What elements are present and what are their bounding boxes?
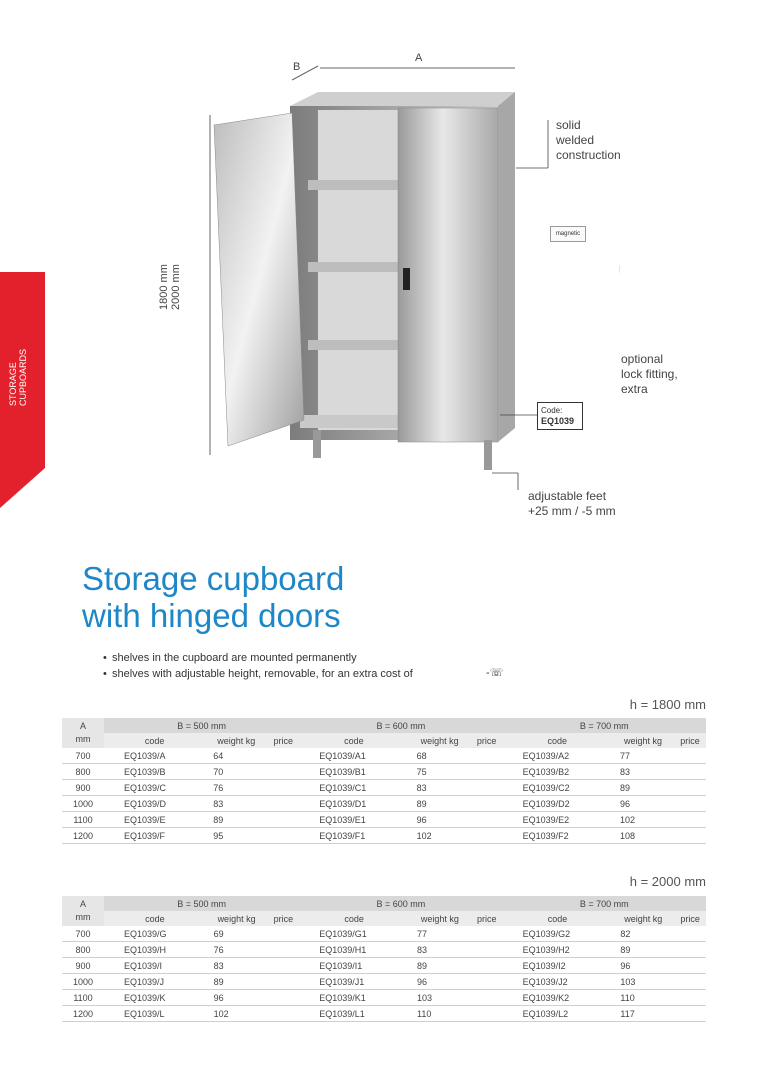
- code-cell: EQ1039/C: [104, 780, 205, 796]
- price-cell: [674, 990, 706, 1006]
- col-header: code: [503, 733, 612, 748]
- col-header: code: [299, 911, 409, 926]
- weight-cell: 89: [612, 780, 674, 796]
- weight-cell: 70: [205, 764, 267, 780]
- dimension-a-label: A: [415, 52, 423, 64]
- price-cell: [267, 764, 299, 780]
- price-cell: [471, 796, 503, 812]
- group-header: B = 500 mm: [104, 896, 299, 911]
- weight-cell: 102: [612, 812, 674, 828]
- weight-cell: 95: [205, 828, 267, 844]
- code-cell: EQ1039/K: [104, 990, 206, 1006]
- weight-cell: 102: [409, 828, 471, 844]
- weight-cell: 69: [206, 926, 268, 942]
- col-header: price: [268, 911, 300, 926]
- price-cell: [471, 780, 503, 796]
- price-cell: [674, 974, 706, 990]
- code-cell: EQ1039/A2: [503, 748, 612, 764]
- cupboard-illustration: [150, 40, 620, 530]
- a-value: 700: [62, 748, 104, 764]
- price-cell: [471, 974, 503, 990]
- price-cell: [471, 1006, 503, 1022]
- weight-cell: 83: [205, 796, 267, 812]
- price-cell: [471, 748, 503, 764]
- code-cell: EQ1039/K1: [299, 990, 409, 1006]
- col-header: code: [104, 911, 206, 926]
- col-header: weight kg: [612, 911, 674, 926]
- weight-cell: 89: [205, 812, 267, 828]
- col-header: weight kg: [612, 733, 674, 748]
- col-header: code: [104, 733, 205, 748]
- table-row: [62, 812, 706, 828]
- price-cell: [674, 764, 706, 780]
- price-cell: [674, 828, 706, 844]
- weight-cell: 77: [612, 748, 674, 764]
- weight-cell: 96: [409, 974, 471, 990]
- a-value: 900: [62, 958, 104, 974]
- weight-cell: 89: [612, 942, 674, 958]
- a-value: 1100: [62, 812, 104, 828]
- magnetic-badge: magnetic: [550, 226, 586, 242]
- weight-cell: 64: [205, 748, 267, 764]
- weight-cell: 89: [409, 796, 471, 812]
- code-cell: EQ1039/E2: [503, 812, 612, 828]
- code-cell: EQ1039/B: [104, 764, 205, 780]
- price-cell: [267, 748, 299, 764]
- code-cell: EQ1039/B1: [299, 764, 408, 780]
- weight-cell: 108: [612, 828, 674, 844]
- price-cell: [471, 828, 503, 844]
- weight-cell: 110: [612, 990, 674, 1006]
- code-cell: EQ1039/D1: [299, 796, 408, 812]
- code-cell: EQ1039/G2: [503, 926, 613, 942]
- weight-cell: 103: [409, 990, 471, 1006]
- a-value: 900: [62, 780, 104, 796]
- code-cell: EQ1039/J1: [299, 974, 409, 990]
- weight-cell: 75: [409, 764, 471, 780]
- code-cell: EQ1039/H1: [299, 942, 409, 958]
- price-cell: [471, 942, 503, 958]
- group-header: B = 700 mm: [503, 718, 706, 733]
- table-row: [62, 780, 706, 796]
- code-cell: EQ1039/I1: [299, 958, 409, 974]
- code-cell: EQ1039/D2: [503, 796, 612, 812]
- code-cell: EQ1039/F2: [503, 828, 612, 844]
- code-cell: EQ1039/B2: [503, 764, 612, 780]
- lock-callout: optional lock fitting, extra: [621, 352, 678, 396]
- weight-cell: 76: [205, 780, 267, 796]
- price-cell: [267, 780, 299, 796]
- code-cell: EQ1039/L2: [503, 1006, 613, 1022]
- col-header: weight kg: [206, 911, 268, 926]
- spec-table-1800: [62, 718, 706, 844]
- a-header: A mm: [62, 718, 104, 748]
- price-cell: [674, 780, 706, 796]
- code-cell: EQ1039/E1: [299, 812, 408, 828]
- group-header: B = 700 mm: [503, 896, 706, 911]
- weight-cell: 83: [409, 942, 471, 958]
- price-cell: [268, 990, 300, 1006]
- col-header: price: [674, 733, 706, 748]
- weight-cell: 102: [206, 1006, 268, 1022]
- code-cell: EQ1039/G: [104, 926, 206, 942]
- price-cell: [471, 764, 503, 780]
- weight-cell: 110: [409, 1006, 471, 1022]
- col-header: price: [267, 733, 299, 748]
- weight-cell: 117: [612, 1006, 674, 1022]
- col-header: code: [299, 733, 408, 748]
- price-cell: [268, 926, 300, 942]
- list-item: • shelves in the cupboard are mounted permanently: [112, 650, 413, 666]
- weight-cell: 103: [612, 974, 674, 990]
- a-value: 1200: [62, 1006, 104, 1022]
- price-cell: [268, 942, 300, 958]
- weight-cell: 76: [206, 942, 268, 958]
- construction-callout: solid welded construction: [556, 118, 621, 162]
- code-cell: EQ1039/L1: [299, 1006, 409, 1022]
- code-cell: EQ1039/F1: [299, 828, 408, 844]
- price-cell: [471, 812, 503, 828]
- a-value: 700: [62, 926, 104, 942]
- code-cell: EQ1039/I2: [503, 958, 613, 974]
- code-cell: EQ1039/D: [104, 796, 205, 812]
- price-cell: [674, 1006, 706, 1022]
- weight-cell: 83: [409, 780, 471, 796]
- list-item: • shelves with adjustable height, removable, for an extra cost of: [112, 666, 413, 682]
- a-header: A mm: [62, 896, 104, 926]
- weight-cell: 83: [206, 958, 268, 974]
- price-cell: [267, 796, 299, 812]
- a-value: 800: [62, 942, 104, 958]
- price-cell: [674, 958, 706, 974]
- page-title: Storage cupboard with hinged doors: [82, 560, 345, 634]
- table-row: [62, 1006, 706, 1022]
- code-cell: EQ1039/I: [104, 958, 206, 974]
- table-row: [62, 958, 706, 974]
- price-cell: [674, 812, 706, 828]
- price-cell: [268, 974, 300, 990]
- code-label: Code:: [541, 406, 563, 415]
- height-label-1800: h = 1800 mm: [629, 697, 706, 712]
- code-value: EQ1039: [541, 416, 575, 426]
- side-tab-label: STORAGE CUPBOARDS: [8, 348, 28, 406]
- height-dimension-labels: 1800 mm 2000 mm: [158, 264, 182, 310]
- code-cell: EQ1039/J2: [503, 974, 613, 990]
- weight-cell: 83: [612, 764, 674, 780]
- code-cell: EQ1039/A1: [299, 748, 408, 764]
- price-cell: [471, 990, 503, 1006]
- feet-callout: adjustable feet +25 mm / -5 mm: [528, 489, 616, 518]
- a-value: 1000: [62, 974, 104, 990]
- weight-cell: 96: [612, 958, 674, 974]
- col-header: code: [503, 911, 613, 926]
- table-row: [62, 828, 706, 844]
- price-cell: [674, 748, 706, 764]
- code-cell: EQ1039/C2: [503, 780, 612, 796]
- table-row: [62, 748, 706, 764]
- dimension-b-label: B: [293, 61, 301, 73]
- phone-icon: -☏: [486, 667, 504, 679]
- table-row: [62, 796, 706, 812]
- code-cell: EQ1039/F: [104, 828, 205, 844]
- a-value: 1100: [62, 990, 104, 1006]
- table-row: [62, 990, 706, 1006]
- weight-cell: 96: [612, 796, 674, 812]
- price-cell: [471, 926, 503, 942]
- weight-cell: 68: [409, 748, 471, 764]
- price-cell: [267, 812, 299, 828]
- group-header: B = 500 mm: [104, 718, 299, 733]
- a-value: 1000: [62, 796, 104, 812]
- a-value: 1200: [62, 828, 104, 844]
- code-cell: EQ1039/C1: [299, 780, 408, 796]
- weight-cell: 89: [409, 958, 471, 974]
- height-label-2000: h = 2000 mm: [629, 874, 706, 889]
- weight-cell: 77: [409, 926, 471, 942]
- price-cell: [267, 828, 299, 844]
- group-header: B = 600 mm: [299, 896, 502, 911]
- code-cell: EQ1039/J: [104, 974, 206, 990]
- code-cell: EQ1039/G1: [299, 926, 409, 942]
- a-value: 800: [62, 764, 104, 780]
- spec-table-2000: [62, 896, 706, 1022]
- table-row: [62, 974, 706, 990]
- col-header: price: [471, 911, 503, 926]
- weight-cell: 96: [206, 990, 268, 1006]
- price-cell: [268, 1006, 300, 1022]
- code-cell: EQ1039/K2: [503, 990, 613, 1006]
- col-header: price: [674, 911, 706, 926]
- table-row: [62, 764, 706, 780]
- col-header: price: [471, 733, 503, 748]
- weight-cell: 96: [409, 812, 471, 828]
- price-cell: [674, 942, 706, 958]
- price-cell: [674, 796, 706, 812]
- table-row: [62, 926, 706, 942]
- group-header: B = 600 mm: [299, 718, 502, 733]
- table-row: [62, 942, 706, 958]
- code-cell: EQ1039/H: [104, 942, 206, 958]
- col-header: weight kg: [205, 733, 267, 748]
- col-header: weight kg: [409, 733, 471, 748]
- code-cell: EQ1039/H2: [503, 942, 613, 958]
- product-code-box: [537, 402, 583, 430]
- feature-list: [112, 650, 413, 682]
- price-cell: [674, 926, 706, 942]
- code-cell: EQ1039/E: [104, 812, 205, 828]
- code-cell: EQ1039/L: [104, 1006, 206, 1022]
- col-header: weight kg: [409, 911, 471, 926]
- weight-cell: 89: [206, 974, 268, 990]
- price-cell: [268, 958, 300, 974]
- weight-cell: 82: [612, 926, 674, 942]
- price-cell: [471, 958, 503, 974]
- code-cell: EQ1039/A: [104, 748, 205, 764]
